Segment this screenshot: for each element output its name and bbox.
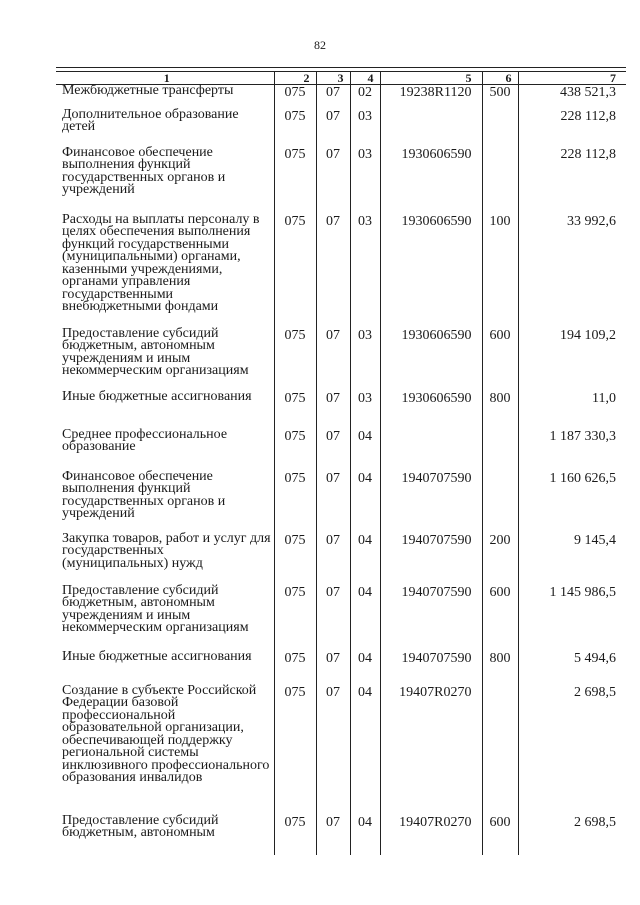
table-row <box>56 815 626 855</box>
row-code-expense-type: 200 <box>482 533 518 585</box>
row-code-expense-type: 500 <box>482 85 518 109</box>
row-code-subsection: 04 <box>350 815 380 855</box>
table-row <box>56 651 626 685</box>
row-code-section: 07 <box>316 429 350 471</box>
row-code-expense-type: 600 <box>482 328 518 391</box>
row-code-section: 07 <box>316 109 350 147</box>
row-code-expense-type <box>482 429 518 471</box>
column-header-2: 2 <box>274 72 316 85</box>
row-code-expense-type: 600 <box>482 585 518 651</box>
row-amount: 1 160 626,5 <box>518 471 626 533</box>
table-row <box>56 429 626 471</box>
row-code-target: 1930606590 <box>380 214 482 328</box>
row-code-admin: 075 <box>274 533 316 585</box>
row-code-section: 07 <box>316 471 350 533</box>
row-code-admin: 075 <box>274 585 316 651</box>
row-amount: 5 494,6 <box>518 651 626 685</box>
row-code-subsection: 03 <box>350 147 380 214</box>
table-row <box>56 109 626 147</box>
table-row <box>56 85 626 109</box>
row-code-expense-type: 600 <box>482 815 518 855</box>
row-name: Предоставление субсидий бюджетным, автономным учреждениям и иным некоммерческим организациям <box>62 582 249 635</box>
row-code-admin: 075 <box>274 328 316 391</box>
row-code-admin: 075 <box>274 147 316 214</box>
row-code-admin: 075 <box>274 815 316 855</box>
row-code-section: 07 <box>316 147 350 214</box>
row-code-subsection: 04 <box>350 651 380 685</box>
row-code-target: 1940707590 <box>380 533 482 585</box>
row-code-target: 1940707590 <box>380 585 482 651</box>
header-rule <box>56 67 626 68</box>
column-header-1: 1 <box>56 72 274 85</box>
row-code-subsection: 03 <box>350 214 380 328</box>
row-amount: 1 145 986,5 <box>518 585 626 651</box>
row-code-expense-type <box>482 685 518 815</box>
row-code-subsection: 03 <box>350 391 380 429</box>
row-amount: 1 187 330,3 <box>518 429 626 471</box>
row-amount: 228 112,8 <box>518 109 626 147</box>
row-code-admin: 075 <box>274 685 316 815</box>
row-code-expense-type: 800 <box>482 391 518 429</box>
row-code-admin: 075 <box>274 214 316 328</box>
table-row <box>56 533 626 585</box>
row-code-target: 19238R1120 <box>380 85 482 109</box>
row-code-section: 07 <box>316 391 350 429</box>
row-code-target <box>380 109 482 147</box>
row-code-subsection: 03 <box>350 328 380 391</box>
row-name: Финансовое обеспечение выполнения функций государственных органов и учреждений <box>62 144 226 197</box>
column-header-7: 7 <box>518 72 626 85</box>
row-name: Создание в субъекте Российской Федерации базовой профессиональной образовательной организации, обеспечивающей поддержку региональной системы инклюзивного профессионального образования инвалидов <box>62 682 270 785</box>
row-amount: 9 145,4 <box>518 533 626 585</box>
row-code-section: 07 <box>316 685 350 815</box>
page-number: 82 <box>314 38 326 52</box>
column-header-5: 5 <box>380 72 482 85</box>
row-code-section: 07 <box>316 533 350 585</box>
row-code-section: 07 <box>316 328 350 391</box>
row-code-subsection: 04 <box>350 533 380 585</box>
row-code-admin: 075 <box>274 651 316 685</box>
row-code-subsection: 02 <box>350 85 380 109</box>
row-code-expense-type <box>482 109 518 147</box>
table-row <box>56 685 626 815</box>
row-code-section: 07 <box>316 85 350 109</box>
row-code-admin: 075 <box>274 85 316 109</box>
row-amount: 438 521,3 <box>518 85 626 109</box>
table-row <box>56 328 626 391</box>
row-code-subsection: 04 <box>350 429 380 471</box>
row-code-expense-type: 100 <box>482 214 518 328</box>
table-row <box>56 391 626 429</box>
row-code-subsection: 04 <box>350 685 380 815</box>
row-amount: 194 109,2 <box>518 328 626 391</box>
row-code-admin: 075 <box>274 429 316 471</box>
row-code-target: 1930606590 <box>380 147 482 214</box>
row-code-section: 07 <box>316 214 350 328</box>
budget-table-container <box>56 71 626 905</box>
row-code-expense-type <box>482 147 518 214</box>
row-name: Предоставление субсидий бюджетным, автономным учреждениям и иным некоммерческим организациям <box>62 325 249 378</box>
row-name: Межбюджетные трансферты <box>62 83 234 98</box>
row-amount: 33 992,6 <box>518 214 626 328</box>
row-code-subsection: 04 <box>350 585 380 651</box>
column-header-6: 6 <box>482 72 518 85</box>
row-amount: 2 698,5 <box>518 815 626 855</box>
row-name: Дополнительное образование детей <box>62 106 239 134</box>
row-amount: 2 698,5 <box>518 685 626 815</box>
table-row <box>56 147 626 214</box>
column-header-4: 4 <box>350 72 380 85</box>
row-code-expense-type: 800 <box>482 651 518 685</box>
row-code-section: 07 <box>316 585 350 651</box>
row-code-subsection: 03 <box>350 109 380 147</box>
row-name: Иные бюджетные ассигнования <box>62 648 252 664</box>
row-code-section: 07 <box>316 815 350 855</box>
row-name: Закупка товаров, работ и услуг для государственных (муниципальных) нужд <box>62 530 271 571</box>
row-code-subsection: 04 <box>350 471 380 533</box>
row-code-target: 1940707590 <box>380 651 482 685</box>
row-code-target: 1930606590 <box>380 391 482 429</box>
row-name: Финансовое обеспечение выполнения функций государственных органов и учреждений <box>62 468 226 521</box>
row-code-target: 19407R0270 <box>380 815 482 855</box>
column-header-3: 3 <box>316 72 350 85</box>
row-code-target: 19407R0270 <box>380 685 482 815</box>
row-code-target: 1940707590 <box>380 471 482 533</box>
row-code-section: 07 <box>316 651 350 685</box>
row-name: Расходы на выплаты персоналу в целях обеспечения выполнения функций государственными (муниципальными) органами, казенными учреждениями, органами управления государственными внебюджетными фондами <box>62 211 260 314</box>
row-code-target: 1930606590 <box>380 328 482 391</box>
row-code-target <box>380 429 482 471</box>
row-name: Среднее профессиональное образование <box>62 426 228 454</box>
row-amount: 228 112,8 <box>518 147 626 214</box>
row-code-admin: 075 <box>274 391 316 429</box>
row-code-admin: 075 <box>274 109 316 147</box>
table-row <box>56 214 626 328</box>
row-code-admin: 075 <box>274 471 316 533</box>
row-name: Предоставление субсидий бюджетным, автономным <box>62 812 219 840</box>
table-row <box>56 471 626 533</box>
table-row <box>56 585 626 651</box>
row-code-expense-type <box>482 471 518 533</box>
row-amount: 11,0 <box>518 391 626 429</box>
row-name: Иные бюджетные ассигнования <box>62 388 252 404</box>
budget-table <box>56 71 626 855</box>
